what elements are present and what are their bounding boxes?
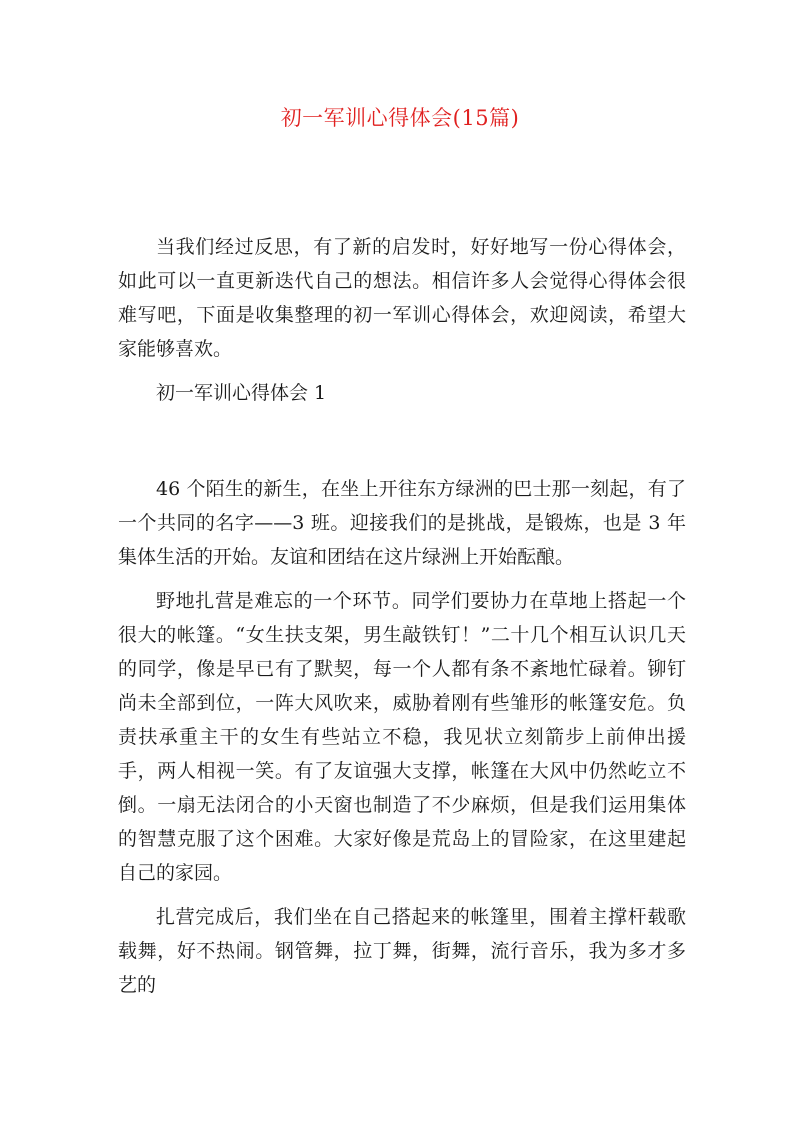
section-heading: 初一军训心得体会 1 [156,382,327,404]
section-spacer [118,410,686,472]
body-paragraph: 46 个陌生的新生，在坐上开往东方绿洲的巴士那一刻起，有了一个共同的名字——3 班。迎接我们的是挑战，是锻炼，也是 3 年集体生活的开始。友谊和团结在这片绿洲上开始酝酿。 [118,478,686,568]
body-paragraph: 野地扎营是难忘的一个环节。同学们要协力在草地上搭起一个很大的帐篷。“女生扶支架，男生敲铁钉！”二十几个相互认识几天的同学，像是早已有了默契，每一个人都有条不紊地忙碌着。铆钉尚未全部到位，一阵大风吹来，威胁着刚有些雏形的帐篷安危。负责扶承重主干的女生有些站立不稳，我见状立刻箭步上前伸出援手，两人相视一笑。有了友谊强大支撑，帐篷在大风中仍然屹立不倒。一扇无法闭合的小天窗也制造了不少麻烦，但是我们运用集体的智慧克服了这个困难。大家好像是荒岛上的冒险家，在这里建起自己的家园。 [118,590,686,884]
document-body [118,230,686,1012]
intro-paragraph: 当我们经过反思，有了新的启发时，好好地写一份心得体会，如此可以一直更新迭代自己的想法。相信许多人会觉得心得体会很难写吧，下面是收集整理的初一军训心得体会，欢迎阅读，希望大家能够喜欢。 [118,236,686,360]
document-title: 初一军训心得体会(15篇) [280,106,520,130]
body-paragraph: 扎营完成后，我们坐在自己搭起来的帐篷里，围着主撑杆载歌载舞，好不热闹。钢管舞，拉丁舞，街舞，流行音乐，我为多才多艺的 [118,906,686,996]
